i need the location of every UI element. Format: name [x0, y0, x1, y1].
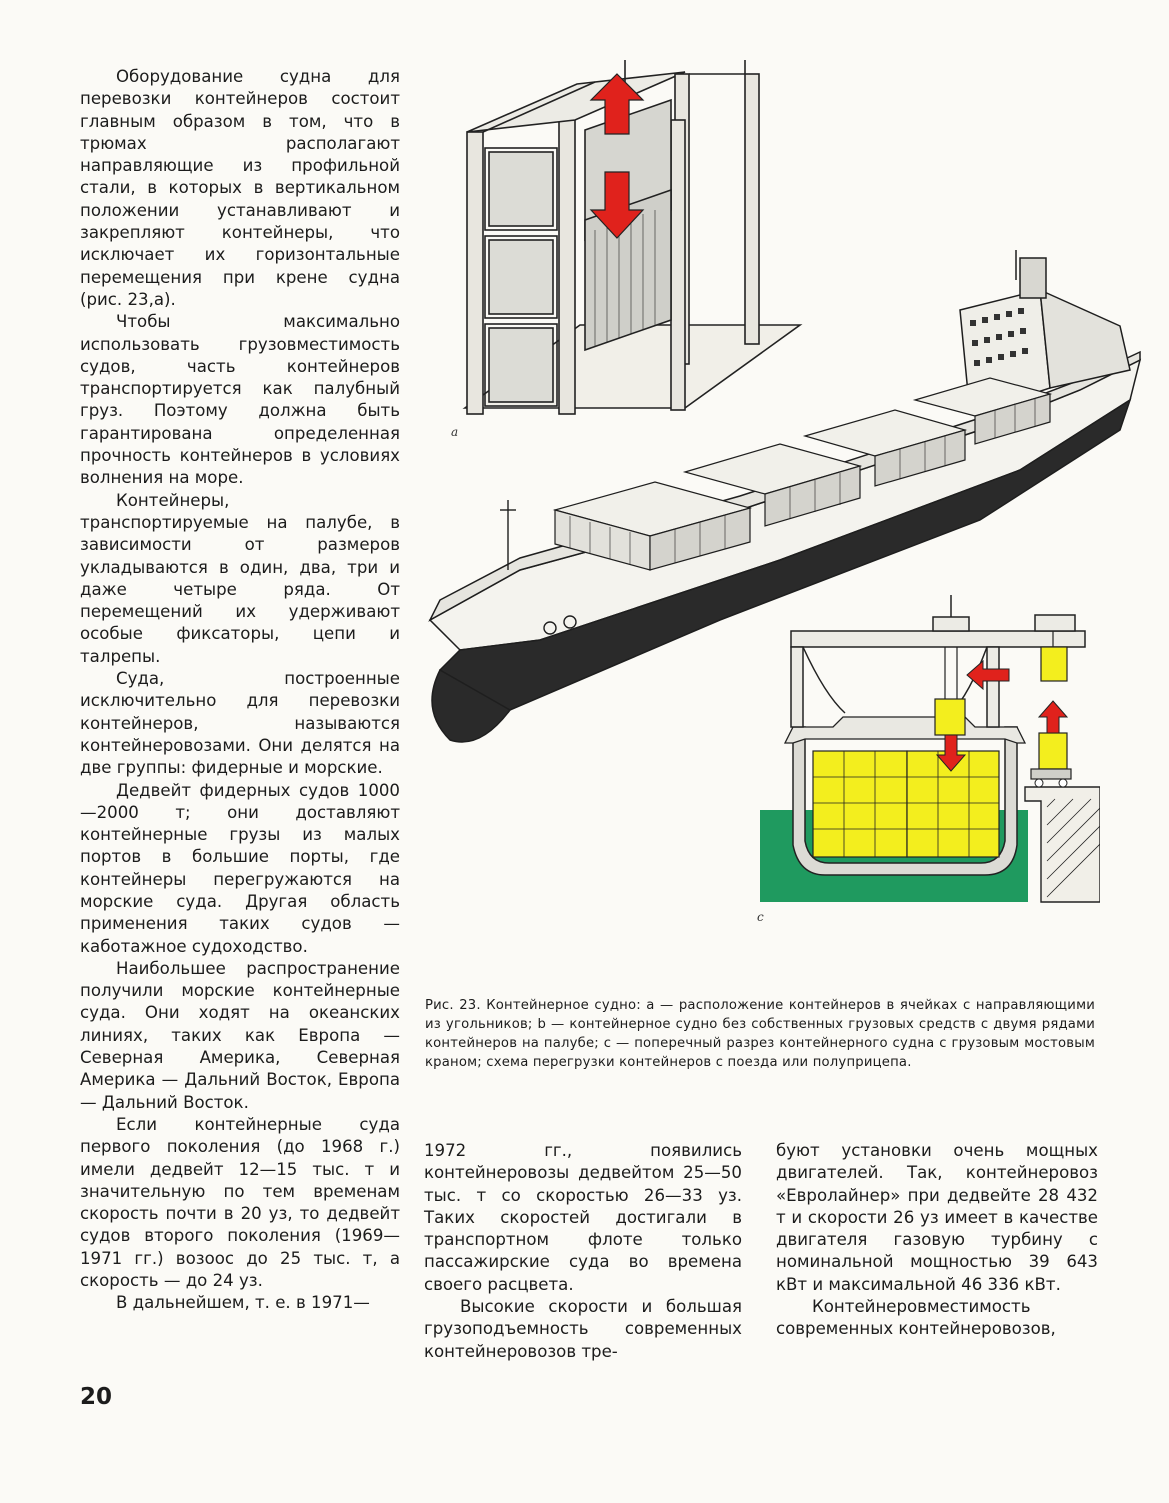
paragraph: Наибольшее распространение получили морские контейнерные суда. Они ходят на океанских линиях, таких как Европа — Северная Америка, Северная Америка — Дальний Восток, Европа — Дальний Восток.: [80, 958, 400, 1112]
paragraph: В дальнейшем, т. е. в 1971—: [116, 1293, 370, 1313]
figure-c-cross-section: [755, 575, 1100, 930]
paragraph: Контейнеровместимость современных контейнеровозов,: [776, 1297, 1056, 1339]
page-number: 20: [80, 1384, 113, 1410]
paragraph: Оборудование судна для перевозки контейнеров состоит главным образом в том, что в трюмах располагают направляющие из профильной стали, в которых в вертикальном положении устанавливают и закрепляют контейнеры, что исключает их горизонтальные перемещения при крене судна (рис. 23,а).: [80, 67, 400, 309]
paragraph: Контейнеры, транспортируемые на палубе, в зависимости от размеров укладываются в один, два, три и даже четыре ряда. От перемещений их удерживают особые фиксаторы, цепи и талрепы.: [80, 490, 400, 666]
paragraph: Если контейнерные суда первого поколения (до 1968 г.) имели дедвейт 12—15 тыс. т и значительную по тем временам скорость почти в 20 уз, то дедвейт судов второго поколения (1969—1971 гг.) возоос до 25 тыс. т, а скорость — до 24 уз.: [80, 1114, 400, 1291]
paragraph: Чтобы максимально использовать грузовместимость судов, часть контейнеров транспортируется как палубный груз. Поэтому должна быть гарантирована определенная прочность контейнеров в условиях волнения на море.: [80, 312, 400, 488]
paragraph: буют установки очень мощных двигателей. Так, контейнеровоз «Евролайнер» при дедвейте 28 432 т и скорости 26 уз имеет в качестве двигателя газовую турбину с номинальной мощностью 39 643 кВт и максимальной 46 336 кВт.: [776, 1141, 1098, 1294]
paragraph: Дедвейт фидерных судов 1000—2000 т; они доставляют контейнерные грузы из малых портов в большие порты, где контейнеры перегружаются на морские суда. Другая область применения таких судов — каботажное судоходство.: [80, 780, 400, 956]
paragraph: Высокие скорости и большая грузоподъемность современных контейнеровозов тре-: [424, 1297, 742, 1361]
paragraph: Суда, построенные исключительно для перевозки контейнеров, называются контейнеровозами. Они делятся на две группы: фидерные и морские.: [80, 669, 400, 778]
figure-caption: Рис. 23. Контейнерное судно: а — расположение контейнеров в ячейках с направляющими из угольников; b — контейнерное судно без собственных грузовых средств с двумя рядами контейнеров на палубе; с — поперечный разрез контейнерного судна с грузовым мостовым краном; схема перегрузки контейнеров с поезда или полуприцепа.: [425, 998, 1095, 1070]
right-text-column: [776, 1140, 1098, 1341]
left-text-column: [80, 66, 400, 1315]
paragraph: 1972 гг., появились контейнеровозы дедвейтом 25—50 тыс. т со скоростью 26—33 уз. Таких скоростей достигали в транспортном флоте только пассажирские суда во времена своего расцвета.: [424, 1141, 742, 1294]
figure-label-a: а: [451, 425, 459, 439]
middle-text-column: [424, 1140, 742, 1363]
figure-label-c: с: [757, 910, 764, 924]
